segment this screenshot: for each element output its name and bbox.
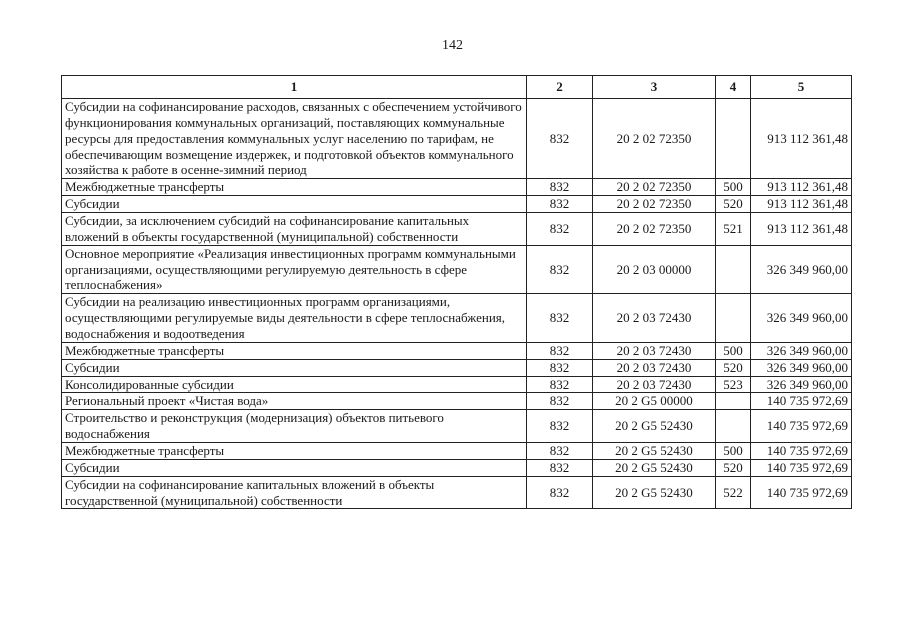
row-type: 500 — [716, 179, 751, 196]
header-col-5: 5 — [751, 76, 852, 99]
row-article: 20 2 03 72430 — [593, 359, 716, 376]
row-name: Основное мероприятие «Реализация инвестиционных программ коммунальными организациями, осуществляющими регулируемую деятельность в сфере теплоснабжения» — [62, 245, 527, 294]
row-article: 20 2 03 72430 — [593, 376, 716, 393]
row-article: 20 2 03 00000 — [593, 245, 716, 294]
row-name: Субсидии — [62, 459, 527, 476]
header-col-2: 2 — [527, 76, 593, 99]
row-name: Региональный проект «Чистая вода» — [62, 393, 527, 410]
row-name: Субсидии — [62, 196, 527, 213]
row-article: 20 2 03 72430 — [593, 294, 716, 343]
row-code: 832 — [527, 213, 593, 246]
row-name: Субсидии — [62, 359, 527, 376]
row-article: 20 2 02 72350 — [593, 196, 716, 213]
row-name: Строительство и реконструкция (модернизация) объектов питьевого водоснабжения — [62, 410, 527, 443]
row-amount: 140 735 972,69 — [751, 459, 852, 476]
table-row — [62, 99, 852, 179]
row-article: 20 2 02 72350 — [593, 99, 716, 179]
table-row — [62, 359, 852, 376]
table-row — [62, 393, 852, 410]
table-row — [62, 179, 852, 196]
header-row — [62, 76, 852, 99]
row-article: 20 2 G5 52430 — [593, 459, 716, 476]
row-type — [716, 294, 751, 343]
row-type: 522 — [716, 476, 751, 509]
row-article: 20 2 02 72350 — [593, 179, 716, 196]
row-type: 520 — [716, 459, 751, 476]
row-amount: 326 349 960,00 — [751, 294, 852, 343]
row-name: Консолидированные субсидии — [62, 376, 527, 393]
row-type: 520 — [716, 196, 751, 213]
row-code: 832 — [527, 393, 593, 410]
row-amount: 913 112 361,48 — [751, 179, 852, 196]
row-code: 832 — [527, 179, 593, 196]
row-code: 832 — [527, 245, 593, 294]
row-code: 832 — [527, 99, 593, 179]
row-amount: 140 735 972,69 — [751, 410, 852, 443]
row-article: 20 2 G5 52430 — [593, 443, 716, 460]
row-amount: 326 349 960,00 — [751, 245, 852, 294]
table-row — [62, 196, 852, 213]
header-col-4: 4 — [716, 76, 751, 99]
row-article: 20 2 G5 00000 — [593, 393, 716, 410]
row-type: 521 — [716, 213, 751, 246]
row-name: Межбюджетные трансферты — [62, 179, 527, 196]
row-code: 832 — [527, 410, 593, 443]
row-amount: 326 349 960,00 — [751, 342, 852, 359]
row-name: Субсидии на софинансирование расходов, связанных с обеспечением устойчивого функционирования коммунальных организаций, поставляющих коммунальные ресурсы для предоставления коммунальных услуг населению по тарифам, не обеспечивающим возмещение издержек, и подготовкой объектов коммунального хозяйства к работе в осенне-зимний период — [62, 99, 527, 179]
table-row — [62, 476, 852, 509]
row-article: 20 2 G5 52430 — [593, 476, 716, 509]
row-type: 500 — [716, 342, 751, 359]
row-name: Межбюджетные трансферты — [62, 342, 527, 359]
row-article: 20 2 G5 52430 — [593, 410, 716, 443]
row-article: 20 2 03 72430 — [593, 342, 716, 359]
table-row — [62, 410, 852, 443]
budget-table — [61, 75, 852, 509]
row-name: Субсидии на софинансирование капитальных вложений в объекты государственной (муниципальной) собственности — [62, 476, 527, 509]
page-number: 142 — [442, 38, 463, 53]
row-name: Субсидии, за исключением субсидий на софинансирование капитальных вложений в объекты государственной (муниципальной) собственности — [62, 213, 527, 246]
table-row — [62, 294, 852, 343]
row-type — [716, 99, 751, 179]
table-row — [62, 213, 852, 246]
row-type — [716, 410, 751, 443]
row-amount: 913 112 361,48 — [751, 99, 852, 179]
table-row — [62, 459, 852, 476]
row-type — [716, 245, 751, 294]
row-amount: 326 349 960,00 — [751, 359, 852, 376]
table-row — [62, 443, 852, 460]
row-code: 832 — [527, 476, 593, 509]
row-amount: 913 112 361,48 — [751, 196, 852, 213]
row-article: 20 2 02 72350 — [593, 213, 716, 246]
header-col-1: 1 — [62, 76, 527, 99]
table-row — [62, 376, 852, 393]
table-row — [62, 245, 852, 294]
row-code: 832 — [527, 294, 593, 343]
row-amount: 140 735 972,69 — [751, 393, 852, 410]
row-name: Межбюджетные трансферты — [62, 443, 527, 460]
header-col-3: 3 — [593, 76, 716, 99]
row-amount: 140 735 972,69 — [751, 476, 852, 509]
row-code: 832 — [527, 443, 593, 460]
row-type: 523 — [716, 376, 751, 393]
row-code: 832 — [527, 459, 593, 476]
row-type — [716, 393, 751, 410]
row-amount: 140 735 972,69 — [751, 443, 852, 460]
row-name: Субсидии на реализацию инвестиционных программ организациями, осуществляющими регулируемые виды деятельности в сфере теплоснабжения, водоснабжения и водоотведения — [62, 294, 527, 343]
row-code: 832 — [527, 342, 593, 359]
row-amount: 913 112 361,48 — [751, 213, 852, 246]
row-type: 500 — [716, 443, 751, 460]
row-amount: 326 349 960,00 — [751, 376, 852, 393]
table-row — [62, 342, 852, 359]
row-type: 520 — [716, 359, 751, 376]
row-code: 832 — [527, 359, 593, 376]
row-code: 832 — [527, 376, 593, 393]
row-code: 832 — [527, 196, 593, 213]
